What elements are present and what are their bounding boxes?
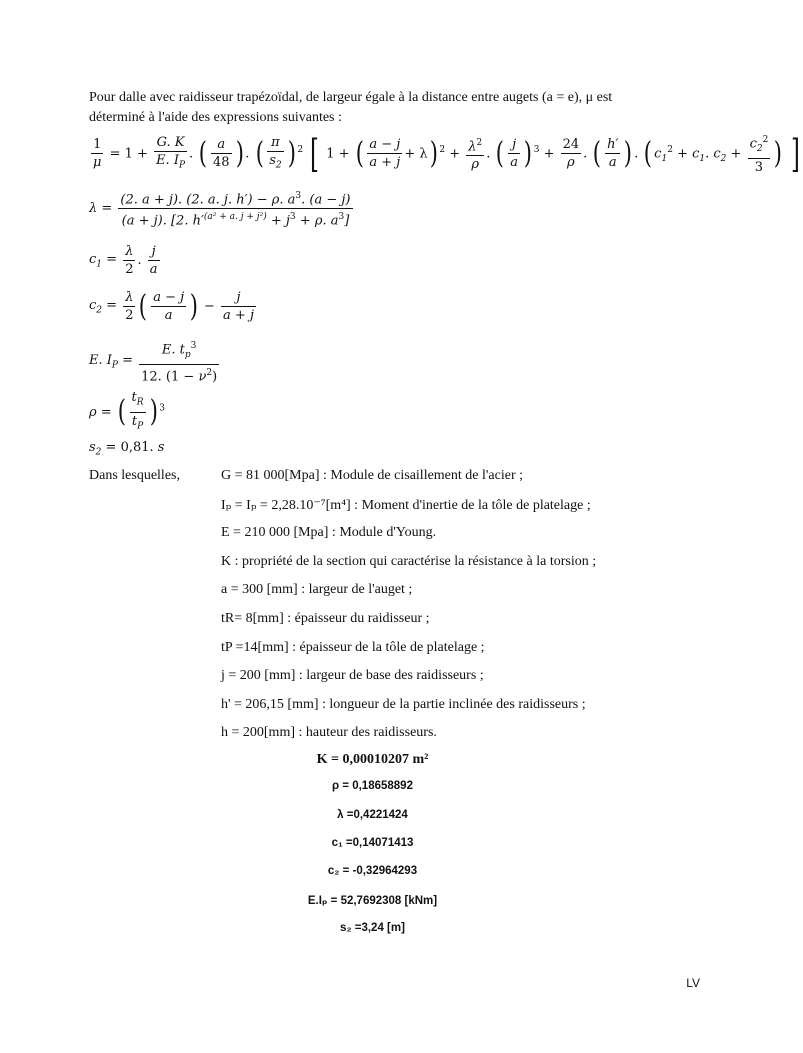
definition-item: a = 300 [mm] : largeur de l'auget ; bbox=[221, 582, 413, 598]
definition-item: h' = 206,15 [mm] : longueur de la partie inclinée des raidisseurs ; bbox=[221, 696, 586, 712]
page-footer: LV bbox=[686, 976, 700, 990]
result-lambda: λ =0,4221424 bbox=[337, 808, 408, 821]
equation-s2: $s_2 = 0,81$. s bbox=[89, 440, 165, 458]
result-k: K = 0,00010207 m² bbox=[316, 752, 429, 767]
equation-eip: E. $I_P$ = $\frac{E. t_p^3}{12. (1 - \nu^2)}$ bbox=[89, 338, 221, 385]
definition-item: K : propriété de la section qui caractérise la résistance à la torsion ; bbox=[221, 553, 597, 569]
definition-item: Iₚ = Iₚ = 2,28.10⁻⁷[m⁴] : Moment d'inertie de la tôle de platelage ; bbox=[221, 497, 591, 513]
equation-c2: $c_2$ = $\frac{\lambda}{2}$ ( $\frac{a - j}{a}$ ) − $\frac{j}{a + j}$ bbox=[89, 288, 254, 324]
definition-item: h = 200[mm] : hauteur des raidisseurs. bbox=[221, 725, 437, 741]
definitions-list bbox=[221, 468, 596, 754]
definition-item: tR= 8[mm] : épaisseur du raidisseur ; bbox=[221, 610, 430, 626]
equation-mu: $\frac{1}{\mu}$ = 1 + $\frac{G. K}{E. I_P}$ . ( $\frac{a}{48}$ ) . ( $\frac{\pi}{s_2}$ ) $^2$ [ 1 + ( $\frac{a - j}{a + j}$ + λ) $^2$ + $\frac{\lambda^2}{\rho}$ . ( $\frac{j}{a}$ ) $^3$ + $\frac{24}{\rho}$ . ( $\frac{h'}{a}$ ) . ( $c_1^2 + c_1$. $c_2$ + $\frac{c_2^2}{3}$ ) ] bbox=[93, 131, 801, 176]
result-rho: ρ = 0,18658892 bbox=[332, 780, 413, 793]
definition-item: G = 81 000[Mpa] : Module de cisaillement de l'acier ; bbox=[221, 468, 523, 483]
definition-item: tP =14[mm] : épaisseur de la tôle de platelage ; bbox=[221, 639, 485, 655]
result-c2: c₂ = -0,32964293 bbox=[327, 865, 418, 878]
result-eip: E.Iₚ = 52,7692308 [kNm] bbox=[307, 895, 438, 908]
intro-paragraph: Pour dalle avec raidisseur trapézoïdal, de largeur égale à la distance entre augets (a = e), μ est déterminé à l'aide des expressions suivantes : bbox=[89, 90, 613, 125]
equation-lambda: λ = $\frac{(2. a + j). (2. a. j. h') - \rho. a^3. (a - j)}{(a + j). [2. h'^{(a^2 + a. j + j^2)} + j^3 + \rho. a^3]}$ bbox=[89, 188, 355, 230]
definition-item: j = 200 [mm] : largeur de base des raidisseurs ; bbox=[221, 668, 484, 684]
equation-rho: ρ = ( $\frac{t_R}{t_P}$ ) $^3$ bbox=[89, 390, 165, 432]
result-s2: s₂ =3,24 [m] bbox=[340, 921, 405, 934]
results-block bbox=[0, 752, 745, 950]
equation-c1: $c_1$ = $\frac{\lambda}{2}$ . $\frac{j}{a}$ bbox=[89, 244, 158, 277]
definitions-label: Dans lesquelles, bbox=[89, 468, 180, 483]
result-c1: c₁ =0,14071413 bbox=[331, 836, 414, 849]
definition-item: E = 210 000 [Mpa] : Module d'Young. bbox=[221, 525, 437, 541]
